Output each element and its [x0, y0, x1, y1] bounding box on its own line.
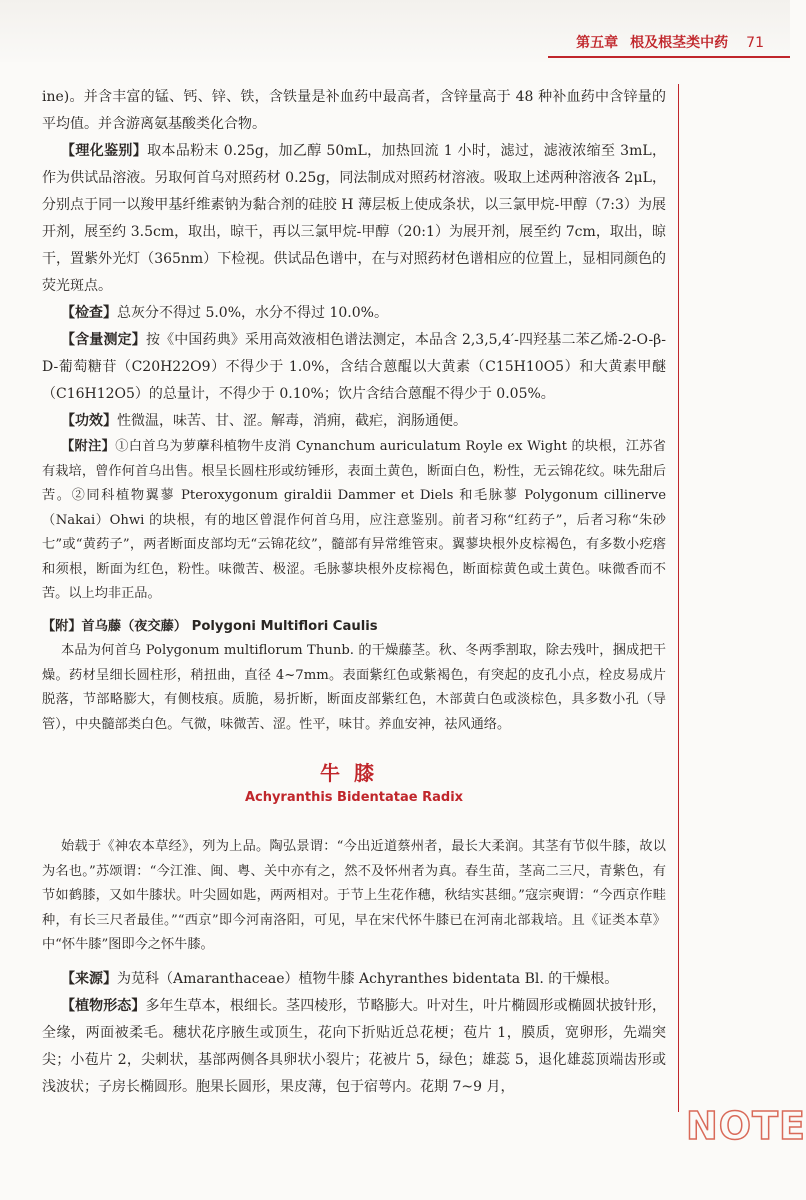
morphology-label: 【植物形态】	[61, 997, 146, 1014]
page-number: 71	[746, 35, 764, 51]
note-label-text: 【附注】	[61, 439, 116, 454]
assay-paragraph	[42, 327, 666, 408]
physchem-paragraph	[42, 138, 666, 300]
note-label: NOTE	[686, 1104, 806, 1148]
section-title: 根及根茎类中药	[630, 35, 729, 51]
morphology-text: 多年生草本，根细长。茎四棱形，节略膨大。叶对生，叶片椭圆形或椭圆状披针形，全缘，两面被柔毛。穗状花序腋生或顶生，花向下折贴近总花梗；苞片 1，膜质，宽卵形，先端突尖；小苞片 2，尖刺状，基部两侧各具卵状小裂片；花被片 5，绿色；雄蕊 5，退化雄蕊顶端齿形或浅波状；子房长椭圆形。胞果长圆形，果皮薄，包于宿萼内。花期 7~9 月，	[42, 997, 667, 1095]
top-band	[0, 0, 790, 62]
appendix-heading	[42, 615, 666, 640]
assay-text: 按《中国药典》采用高效液相色谱法测定，本品含 2,3,5,4′-四羟基二苯乙烯-2-O-β-D-葡萄糖苷（C20H22O9）不得少于 1.0%，含结合蒽醌以大黄素（C15H10O5）和大黄素甲醚（C16H12O5）的总量计，不得少于 0.10%；饮片含结合蒽醌不得少于 0.05%。	[42, 332, 666, 402]
inspection-text: 总灰分不得过 5.0%，水分不得过 10.0%。	[117, 305, 388, 321]
efficacy-paragraph	[42, 408, 666, 435]
small-print-block	[42, 435, 666, 737]
efficacy-label: 【功效】	[61, 413, 117, 429]
source-paragraph	[42, 966, 666, 993]
inspection-paragraph	[42, 300, 666, 327]
inspection-label: 【检查】	[61, 305, 117, 321]
chapter-label: 第五章	[576, 35, 619, 51]
source-text: 为苋科（Amaranthaceae）植物牛膝 Achyranthes bidentata Bl. 的干燥根。	[117, 970, 619, 987]
appendix-label: 【附】首乌藤（夜交藤）	[42, 618, 188, 634]
morphology-paragraph	[42, 993, 666, 1101]
physchem-label: 【理化鉴别】	[61, 143, 148, 159]
intro-paragraph: ine)。并含丰富的锰、钙、锌、铁，含铁量是补血药中最高者，含锌量高于 48 种补血药中含锌量的平均值。并含游离氨基酸类化合物。	[42, 89, 666, 132]
appendix-text: 本品为何首乌 Polygonum multiflorum Thunb. 的干燥藤茎。秋、冬两季割取，除去残叶，捆成把干燥。药材呈细长圆柱形，稍扭曲，直径 4~7mm。表面紫红色或紫褐色，有突起的皮孔小点，栓皮易成片脱落，节部略膨大，有侧枝痕。质脆，易折断，断面皮部紫红色，木部黄白色或淡棕色，具多数小孔（导管），中央髓部类白色。气微，味微苦、涩。性平，味甘。养血安神，祛风通络。	[42, 643, 666, 732]
physchem-text: 取本品粉末 0.25g，加乙醇 50mL，加热回流 1 小时，滤过，滤液浓缩至 3mL，作为供试品溶液。另取何首乌对照药材 0.25g，同法制成对照药材溶液。吸取上述两种溶液各 2μL，分别点于同一以羧甲基纤维素钠为黏合剂的硅胶 H 薄层板上使成条状，以三氯甲烷-甲醇（7:3）为展开剂，展至约 3.5cm，取出，晾干，再以三氯甲烷-甲醇（20:1）为展开剂，展至约 7cm，取出，晾干，置紫外光灯（365nm）下检视。供试品色谱中，在与对照药材色谱相应的位置上，显相同颜色的荧光斑点。	[42, 143, 666, 294]
running-header	[576, 32, 764, 52]
history-paragraph: 始载于《神农本草经》，列为上品。陶弘景谓：“今出近道蔡州者，最长大柔润。其茎有节似牛膝，故以为名也。”苏颂谓：“今江淮、闽、粤、关中亦有之，然不及怀州者为真。春生苗，茎高二三尺，青紫色，有节如鹤膝，又如牛膝状。叶尖圆如匙，两两相对。于节上生花作穗，秋结实甚细。”寇宗奭谓：“今西京作畦种，有长三尺者最佳。”“西京”即今河南洛阳，可见，早在宋代怀牛膝已在河南北部栽培。且《证类本草》中“怀牛膝”图即今之怀牛膝。	[42, 839, 666, 952]
assay-label: 【含量测定】	[61, 332, 146, 348]
monograph-title-cn: 牛膝	[320, 761, 388, 785]
header-rule	[548, 56, 790, 58]
note-paragraph	[42, 435, 666, 607]
margin-line	[678, 84, 679, 1112]
appendix-latin: Polygoni Multiflori Caulis	[191, 618, 378, 634]
source-label: 【来源】	[61, 970, 117, 987]
monograph-title-en: Achyranthis Bidentatae Radix	[244, 790, 464, 805]
page-body	[42, 84, 666, 1101]
note-text: ①白首乌为萝藦科植物牛皮消 Cynanchum auriculatum Royle ex Wight 的块根，江苏省有栽培，曾作何首乌出售。根呈长圆柱形或纺锤形，表面土黄色，断面白色，粉性，无云锦花纹。味先甜后苦。②同科植物翼蓼 Pteroxygonum giraldii Dammer et Diels 和毛脉蓼 Polygonum cillinerve（Nakai）Ohwi 的块根，有的地区曾混作何首乌用，应注意鉴别。前者习称“红药子”，后者习称“朱砂七”或“黄药子”，两者断面皮部均无“云锦花纹”，髓部有异常维管束。翼蓼块根外皮棕褐色，有多数小疙瘩和须根，断面为红色，粉性。味微苦、极涩。毛脉蓼块根外皮棕褐色，断面棕黄色或土黄色。味微香而不苦。以上均非正品。	[42, 439, 666, 601]
efficacy-text: 性微温，味苦、甘、涩。解毒，消痈，截疟，润肠通便。	[117, 413, 467, 429]
